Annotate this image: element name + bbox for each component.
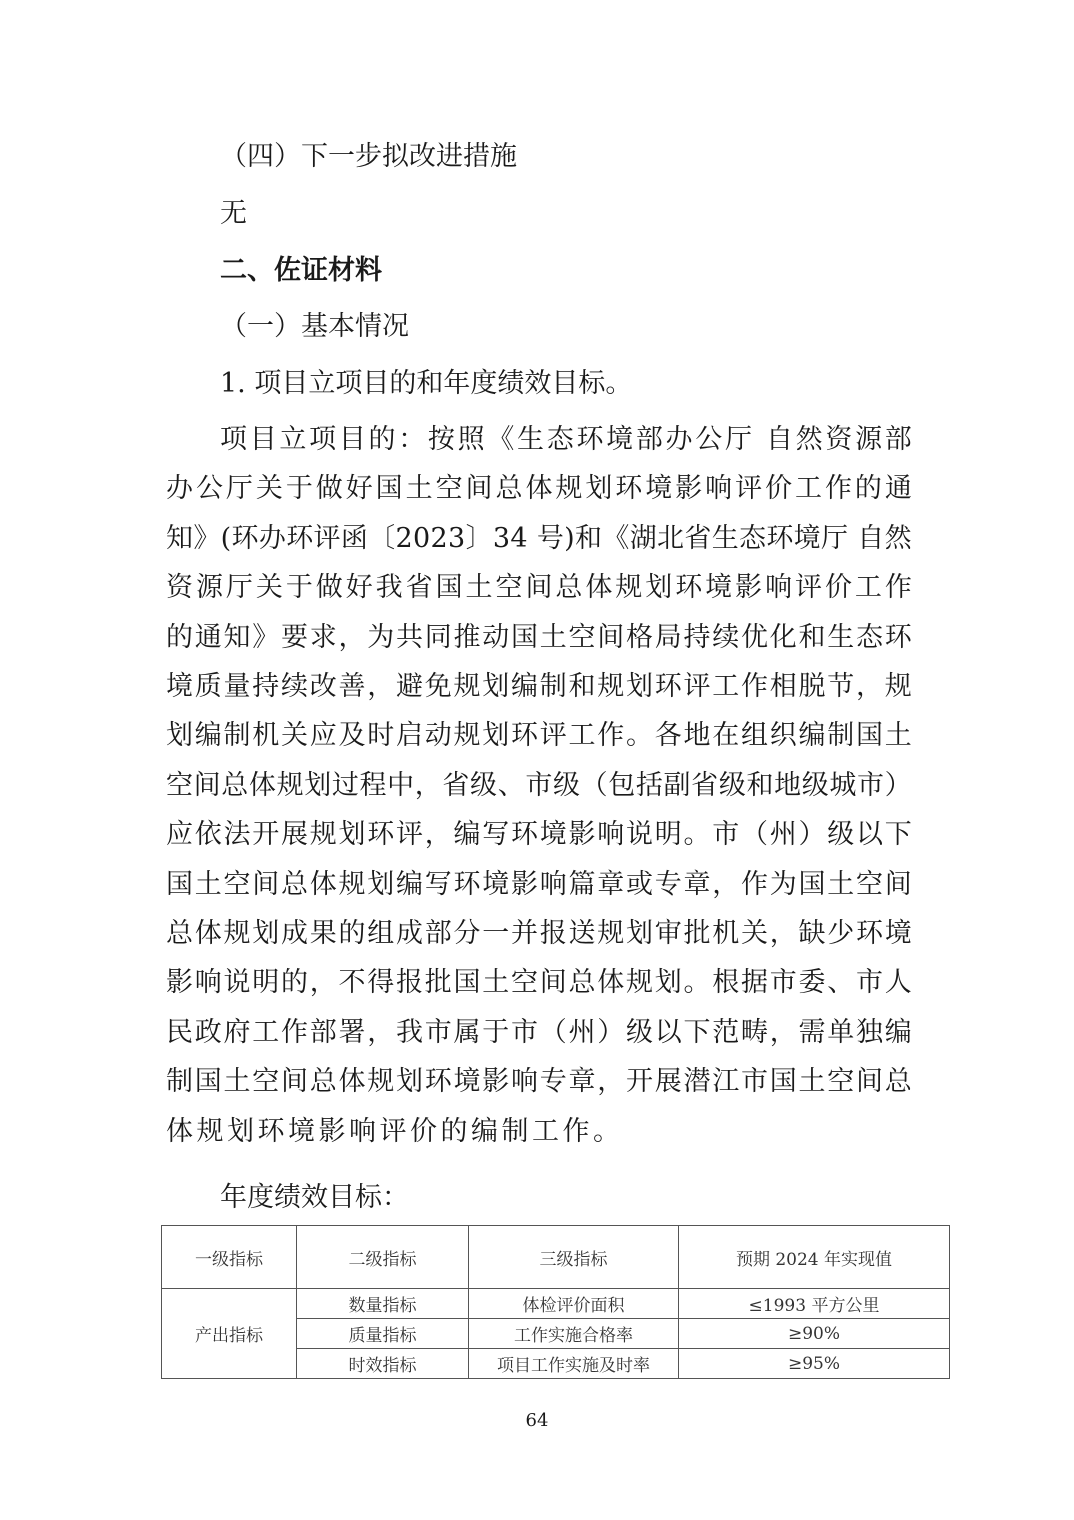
subsection-basic-info: （一）基本情况 — [220, 311, 409, 342]
paragraph-line: 制 国 土 空 间 总 体 规 划 环 境 影 响 专 章 ， 开 展 潜 江 市 国 土 空 间 总 — [166, 1066, 912, 1097]
none-text: 无 — [220, 198, 247, 229]
paragraph-line: 影 响 说 明 的 ， 不 得 报 批 国 土 空 间 总 体 规 划 。 根 据 市 委 、 市 人 — [166, 967, 912, 998]
table-cell: 项目工作实施及时率 — [469, 1349, 679, 1379]
paragraph-line: 民 政 府 工 作 部 署 ， 我 市 属 于 市 （ 州 ） 级 以 下 范 畴 ， 需 单 独 编 — [166, 1017, 912, 1048]
paragraph-line: 体规划环境影响评价的编制工作。 — [166, 1116, 624, 1147]
paragraph-line: 空 间 总 体 规 划 过 程 中 ， 省 级 、 市 级 （ 包 括 副 省 级 和 地 级 城 市 ） — [166, 770, 912, 801]
paragraph-line: 的 通 知 》 要 求 ， 为 共 同 推 动 国 土 空 间 格 局 持 续 优 化 和 生 态 环 — [166, 622, 912, 653]
paragraph-line: 总 体 规 划 成 果 的 组 成 部 分 一 并 报 送 规 划 审 批 机 关 ， 缺 少 环 境 — [166, 918, 912, 949]
table-cell: 体检评价面积 — [469, 1289, 679, 1319]
table-cell: 数量指标 — [297, 1289, 469, 1319]
heading-next-steps: （四）下一步拟改进措施 — [220, 141, 517, 172]
page-number: 64 — [525, 1410, 549, 1431]
paragraph-line: 知 》 ( 环 办 环 评 函 〔 2 0 2 3 〕 3 4 号 ) 和 《 湖 北 省 生 态 环 境 厅 自 然 — [166, 523, 912, 554]
table-row — [162, 1289, 950, 1319]
paragraph-line: 国 土 空 间 总 体 规 划 编 写 环 境 影 响 篇 章 或 专 章 ， 作 为 国 土 空 间 — [166, 869, 912, 900]
table-cell: ≥90% — [679, 1319, 950, 1349]
paragraph-line: 应 依 法 开 展 规 划 环 评 ， 编 写 环 境 影 响 说 明 。 市 （ 州 ） 级 以 下 — [166, 819, 912, 850]
table-cell: ≥95% — [679, 1349, 950, 1379]
table-cell: 质量指标 — [297, 1319, 469, 1349]
item-project-purpose-goal: 1. 项目立项目的和年度绩效目标。 — [220, 368, 633, 399]
paragraph-line: 划 编 制 机 关 应 及 时 启 动 规 划 环 评 工 作 。 各 地 在 组 织 编 制 国 土 — [166, 720, 912, 751]
section-title-evidence: 二、佐证材料 — [220, 255, 382, 286]
paragraph-line: 项 目 立 项 目 的 ： 按 照 《 生 态 环 境 部 办 公 厅 自 然 资 源 部 — [220, 424, 912, 455]
table-header-cell: 二级指标 — [297, 1226, 469, 1289]
paragraph-line: 办 公 厅 关 于 做 好 国 土 空 间 总 体 规 划 环 境 影 响 评 价 工 作 的 通 — [166, 473, 912, 504]
table-header-row — [162, 1226, 950, 1289]
table-header-cell: 一级指标 — [162, 1226, 297, 1289]
paragraph-line: 境 质 量 持 续 改 善 ， 避 免 规 划 编 制 和 规 划 环 评 工 作 相 脱 节 ， 规 — [166, 671, 912, 702]
paragraph-line: 资 源 厅 关 于 做 好 我 省 国 土 空 间 总 体 规 划 环 境 影 响 评 价 工 作 — [166, 572, 912, 603]
performance-table — [161, 1225, 950, 1379]
table-header-cell: 三级指标 — [469, 1226, 679, 1289]
table-cell: ≤1993 平方公里 — [679, 1289, 950, 1319]
table-cell: 时效指标 — [297, 1349, 469, 1379]
annual-goal-label: 年度绩效目标： — [220, 1182, 409, 1213]
table-cell: 工作实施合格率 — [469, 1319, 679, 1349]
level1-indicator-cell: 产出指标 — [162, 1289, 297, 1379]
table-header-cell: 预期 2024 年实现值 — [679, 1226, 950, 1289]
